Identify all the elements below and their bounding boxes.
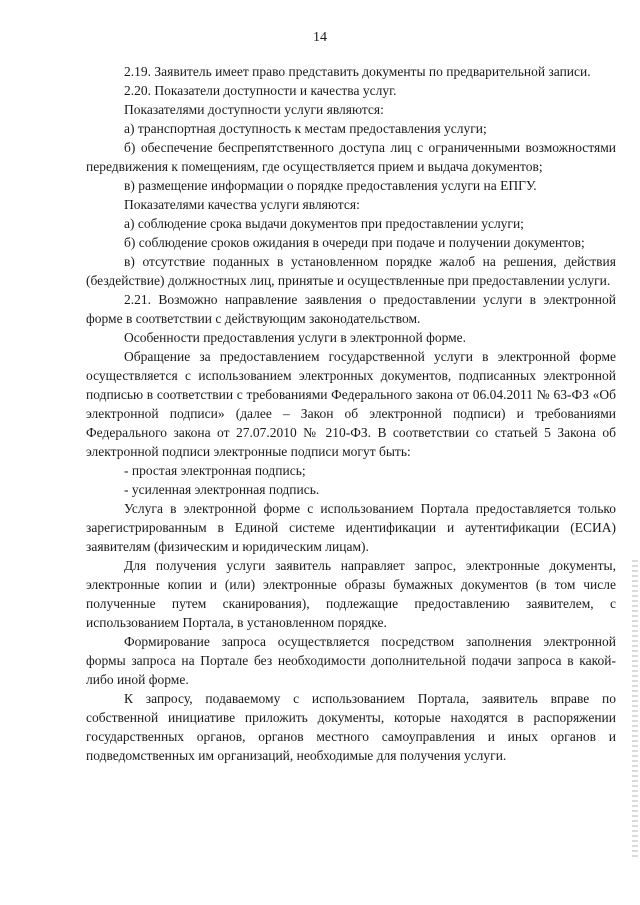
- paragraph-quality-intro: Показателями качества услуги являются:: [124, 197, 360, 212]
- paragraph-request-formation: Формирование запроса осуществляется посредством заполнения электронной формы запроса на Портале без необходимости дополнительной подачи запроса в какой-либо иной форме.: [86, 634, 616, 687]
- list-item-availability-c: в) размещение информации о порядке предоставления услуги на ЕПГУ.: [124, 178, 537, 193]
- paragraph-2-19: 2.19. Заявитель имеет право представить документы по предварительной записи.: [124, 64, 591, 79]
- paragraph-2-21: 2.21. Возможно направление заявления о предоставлении услуги в электронной форме в соответствии с действующим законодательством.: [86, 292, 616, 326]
- list-item-quality-b: б) соблюдение сроков ожидания в очереди при подаче и получении документов;: [124, 235, 585, 250]
- list-item-simple-signature: - простая электронная подпись;: [124, 463, 306, 478]
- paragraph-electronic-features: Особенности предоставления услуги в электронной форме.: [124, 330, 467, 345]
- paragraph-request-submission: Для получения услуги заявитель направляет запрос, электронные документы, электронные копии и (или) электронные образы бумажных документов (в том числе полученные путем сканирования), подлежащие предоставлению заявителем, с использованием Портала, в установленном порядке.: [86, 558, 616, 630]
- list-item-availability-a: а) транспортная доступность к местам предоставления услуги;: [124, 121, 487, 136]
- paragraph-attach-documents: К запросу, подаваемому с использованием Портала, заявитель вправе по собственной инициативе приложить документы, которые находятся в распоряжении государственных органов, органов местного самоуправления и иных органов и подведомственных им организаций, необходимые для получения услуги.: [86, 691, 616, 763]
- list-item-availability-b: б) обеспечение беспрепятственного доступа лиц с ограниченными возможностями передвижения к помещениям, где осуществляется прием и выдача документов;: [86, 140, 616, 174]
- margin-scan-mark: [632, 560, 638, 860]
- list-item-quality-c: в) отсутствие поданных в установленном порядке жалоб на решения, действия (бездействие) должностных лиц, принятые и осуществленные при предоставлении услуги.: [86, 254, 616, 288]
- page-number: 14: [313, 30, 327, 45]
- paragraph-availability-intro: Показателями доступности услуги являются:: [124, 102, 384, 117]
- paragraph-2-20: 2.20. Показатели доступности и качества услуг.: [124, 83, 397, 98]
- paragraph-electronic-signature: Обращение за предоставлением государственной услуги в электронной форме осуществляется с использованием электронных документов, подписанных электронной подписью в соответствии с требованиями Федерального закона от 06.04.2011 № 63-ФЗ «Об электронной подписи» (далее – Закон об электронной подписи) и требованиями Федерального закона от 27.07.2010 № 210-ФЗ. В соответствии со статьей 5 Закона об электронной подписи электронные подписи могут быть:: [86, 349, 616, 459]
- document-body: [86, 62, 616, 765]
- paragraph-portal-registered: Услуга в электронной форме с использованием Портала предоставляется только зарегистрированным в Единой системе идентификации и аутентификации (ЕСИА) заявителям (физическим и юридическим лицам).: [86, 501, 616, 554]
- list-item-enhanced-signature: - усиленная электронная подпись.: [124, 482, 320, 497]
- list-item-quality-a: а) соблюдение срока выдачи документов при предоставлении услуги;: [124, 216, 524, 231]
